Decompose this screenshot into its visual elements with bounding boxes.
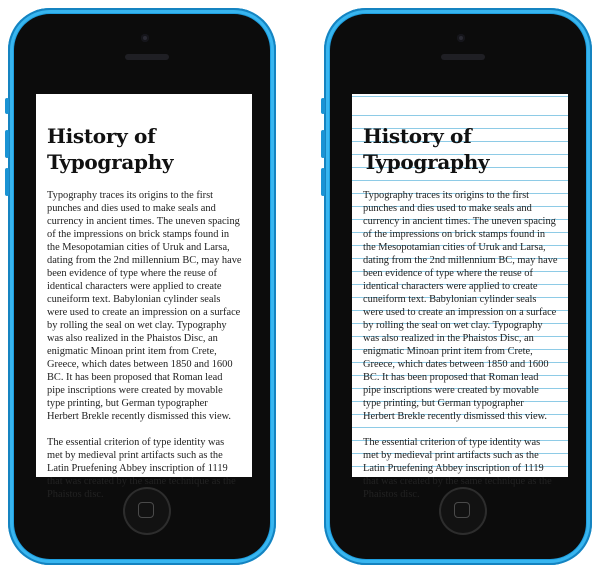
mute-switch	[321, 98, 325, 114]
volume-down-button	[5, 168, 9, 196]
home-button[interactable]	[123, 487, 171, 535]
article-title: History of Typography	[363, 124, 490, 174]
home-square-icon	[454, 502, 470, 518]
phone-screen	[36, 94, 252, 500]
camera-icon	[457, 34, 465, 42]
article-paragraph-2: The essential criterion of type identity was met by medieval print artifacts such as the Latin Pruefening Abbey inscription of 1119 that was created by the same technique as the Phaistos disc.	[47, 437, 236, 500]
volume-down-button	[321, 168, 325, 196]
home-square-icon	[138, 502, 154, 518]
volume-up-button	[5, 130, 9, 158]
phone-plain	[8, 8, 276, 565]
mute-switch	[5, 98, 9, 114]
speaker-grille	[125, 54, 169, 60]
article-title: History of Typography	[47, 124, 174, 174]
phone-face	[330, 14, 586, 559]
article-paragraph-1: Typography traces its origins to the first punches and dies used to make seals and currency in ancient times. The uneven spacing of the impressions on brick stamps found in the Mesopotamian cities of Uruk and Larsa, dating from the 2nd millennium BC, may have been evidence of type where the reuse of identical characters were applied to create cuneiform text. Babylonian cylinder seals were used to create an impression on a surface by rolling the seal on wet clay. Typography was also realized in the Phaistos Disc, an enigmatic Minoan print item from Crete, Greece, which dates between 1850 and 1600 BC. It has been proposed that Roman lead pipe inscriptions were created by movable type printing, but German typographer Herbert Brekle recently dismissed this view.	[47, 190, 242, 422]
volume-up-button	[321, 130, 325, 158]
article-paragraph-2: The essential criterion of type identity was met by medieval print artifacts such as the Latin Pruefening Abbey inscription of 1119 that was created by the same technique as the Phaistos disc.	[363, 437, 552, 500]
article-paragraph-1: Typography traces its origins to the first punches and dies used to make seals and currency in ancient times. The uneven spacing of the impressions on brick stamps found in the Mesopotamian cities of Uruk and Larsa, dating from the 2nd millennium BC, may have been evidence of type where the reuse of identical characters were applied to create cuneiform text. Babylonian cylinder seals were used to create an impression on a surface by rolling the seal on wet clay. Typography was also realized in the Phaistos Disc, an enigmatic Minoan print item from Crete, Greece, which dates between 1850 and 1600 BC. It has been proposed that Roman lead pipe inscriptions were created by movable type printing, but German typographer Herbert Brekle recently dismissed this view.	[363, 190, 558, 422]
phone-screen-grid	[352, 94, 568, 500]
phone-face	[14, 14, 270, 559]
speaker-grille	[441, 54, 485, 60]
phone-baseline-grid	[324, 8, 592, 565]
camera-icon	[141, 34, 149, 42]
home-button[interactable]	[439, 487, 487, 535]
